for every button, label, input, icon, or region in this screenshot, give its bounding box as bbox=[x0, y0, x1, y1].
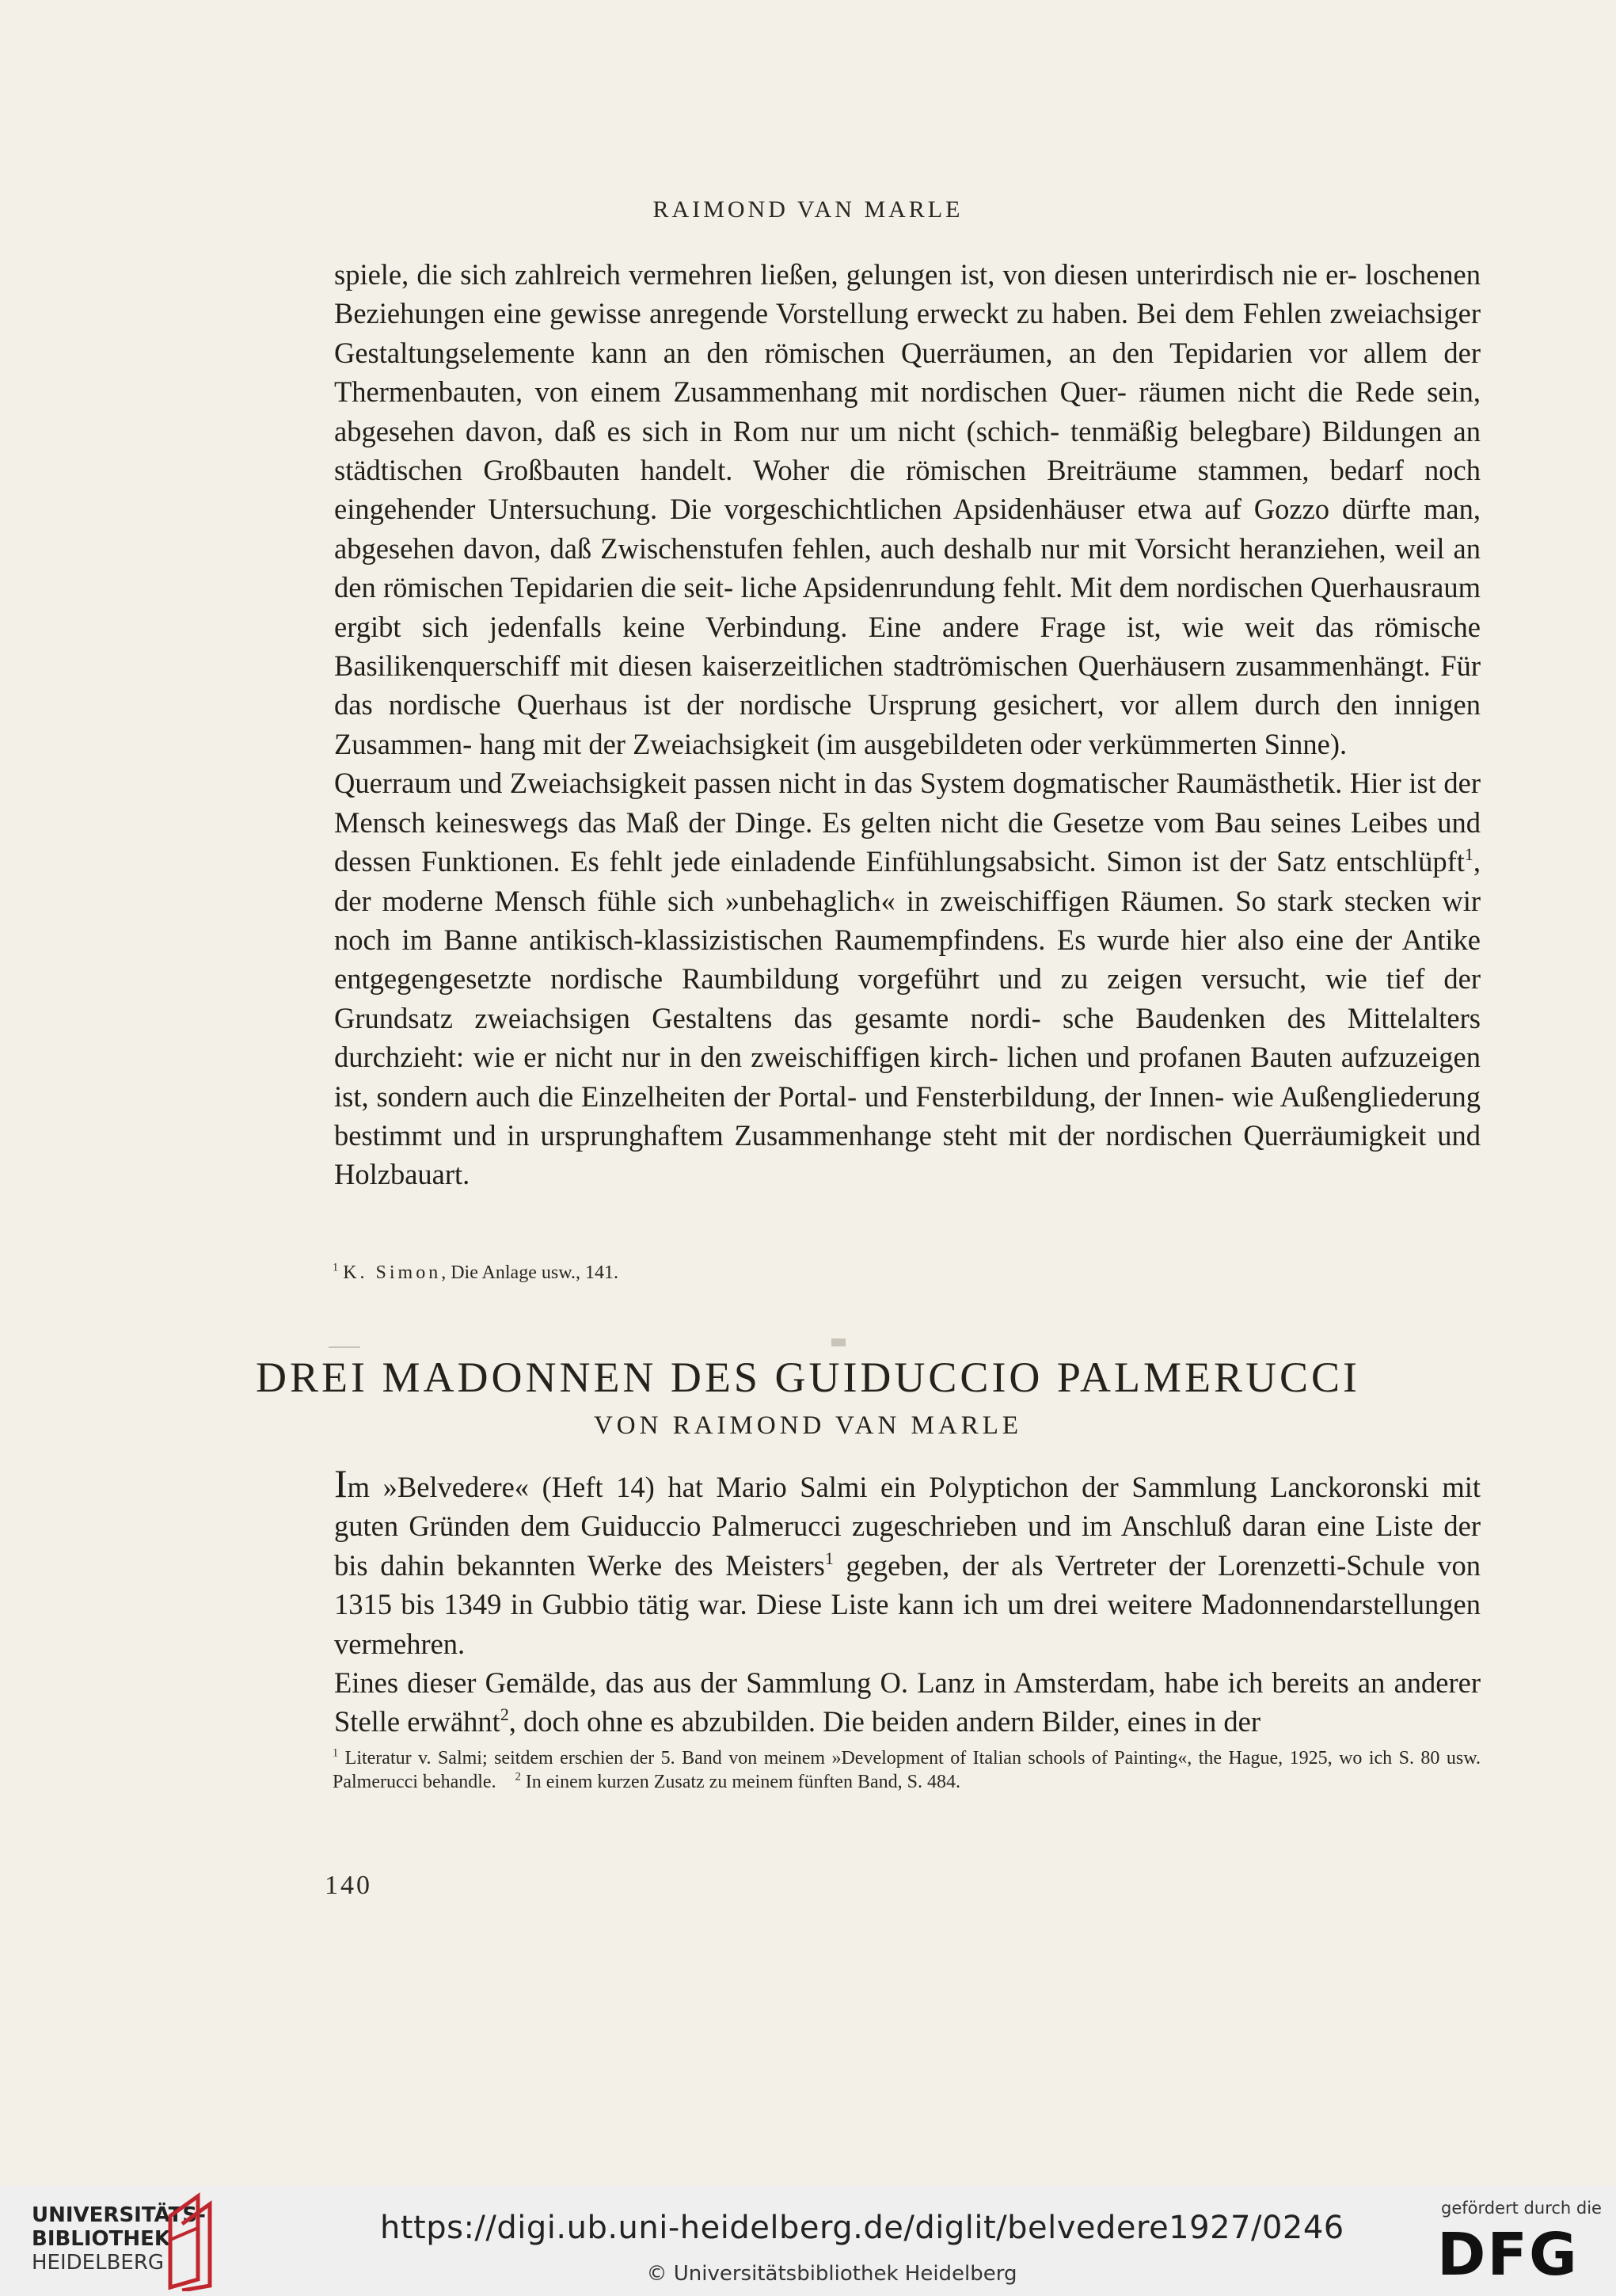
copyright-notice: © Universitätsbibliothek Heidelberg bbox=[646, 2262, 1017, 2286]
footer-bar bbox=[0, 2186, 1616, 2296]
library-name: UNIVERSITÄTS- BIBLIOTHEK HEIDELBERG bbox=[32, 2203, 206, 2275]
running-head: RAIMOND VAN MARLE bbox=[652, 196, 964, 223]
footnote-ref: 1 bbox=[1464, 843, 1473, 864]
paragraph: Querraum und Zweiachsigkeit passen nicht in das System dogmatischer Raumästhetik. Hier ist der Mensch keineswegs das Maß der Dinge. Es gelten nicht die Gesetze vom Bau seines Leibes und dessen Funktionen. Es fehlt jede einladende Einfühlungsabsicht. Simon ist der Satz entschlüpft$^1$, der moderne Mensch fühle sich »unbehaglich« in zweischiffigen Räumen. So stark stecken wir noch im Banne antikisch-klassizistischen Raumempfindens. Es wurde hier also eine der Antike entgegengesetzte nordische Raumbildung vorgeführt und zu zeigen versucht, wie tief der Grundsatz zweiachsigen Gestaltens das gesamte nordi- sche Baudenken des Mittelalters durchzieht: wie er nicht nur in den zweischiffigen kirch- lichen und profanen Bauten aufzuzeigen ist, sondern auch die Einzelheiten der Portal- und Fensterbildung, der Innen- wie Außengliederung bestimmt und in ursprunghaftem Zusammenhange steht mit der nordischen Querräumigkeit und Holzbauart. bbox=[334, 767, 1481, 1191]
footnote-ref: 1 bbox=[824, 1548, 834, 1568]
footnotes-article: $^1$ Literatur v. Salmi; seitdem erschien der 5. Band von meinem »Development of Italian schools of Painting«, the Hague, 1925, wo ich S. 80 usw. Palmerucci behandle. $^2$ In einem kurzen Zusatz zu meinem fünften Band, S. 484. bbox=[333, 1746, 1481, 1792]
permalink-url[interactable]: https://digi.ub.uni-heidelberg.de/diglit/belvedere1927/0246 bbox=[380, 2210, 1344, 2246]
drop-cap: I bbox=[334, 1461, 348, 1506]
paragraph: Eines dieser Gemälde, das aus der Sammlung O. Lanz in Amsterdam, habe ich bereits an anderer Stelle erwähnt$^2$, doch ohne es abzubilden. Die beiden andern Bilder, eines in der bbox=[334, 1666, 1481, 1738]
svg-text:DFG: DFG bbox=[1437, 2226, 1579, 2281]
paragraph: spiele, die sich zahlreich vermehren ließen, gelungen ist, von diesen unterirdisch nie er- loschenen Beziehungen eine gewisse anregende Vorstellung erweckt zu haben. Bei dem Fehlen zweiachsiger Gestaltungselemente kann an den römischen Querräumen, an den Tepidarien vor allem der Thermenbauten, von einem Zusammenhang mit nordischen Quer- räumen nicht die Rede sein, abgesehen davon, daß es sich in Rom nur um nicht (schich- tenmäßig belegbare) Bildungen an städtischen Großbauten handelt. Woher die römischen Breiträume stammen, bedarf noch eingehender Untersuchung. Die vorgeschichtlichen Apsidenhäuser etwa auf Gozzo dürfte man, abgesehen davon, daß Zwischenstufen fehlen, auch deshalb nur mit Vorsicht heranziehen, weil an den römischen Tepidarien die seit- liche Apsidenrundung fehlt. Mit dem nordischen Querhausraum ergibt sich jedenfalls keine Verbindung. Eine andere Frage ist, wie weit das römische Basilikenquerschiff mit diesen kaiserzeitlichen stadtrömischen Querhäusern zusammenhängt. Für das nordische Querhaus ist der nordische Ursprung gesichert, vor allem durch den innigen Zusammen- hang mit der Zweiachsigkeit (im ausgebildeten oder verkümmerten Sinne). bbox=[334, 258, 1481, 760]
paragraph: Im »Belvedere« (Heft 14) hat Mario Salmi ein Polyptichon der Sammlung Lanckoronski mit guten Gründen dem Guiduccio Palmerucci zugeschrieben und im Anschluß daran eine Liste der bis dahin bekannten Werke des Meisters$^1$ gegeben, der als Vertreter der Lorenzetti-Schule von 1315 bis 1349 in Gubbio tätig war. Diese Liste kann ich um drei weitere Madonnendarstellungen vermehren. bbox=[334, 1461, 1481, 1660]
article-byline: VON RAIMOND VAN MARLE bbox=[593, 1411, 1023, 1440]
article-title: DREI MADONNEN DES GUIDUCCIO PALMERUCCI bbox=[255, 1354, 1361, 1401]
body-text-section-1 bbox=[334, 255, 1481, 1194]
footnote: $^1$ K. Simon, Die Anlage usw., 141. bbox=[333, 1261, 618, 1283]
dfg-logo-icon bbox=[1437, 2226, 1595, 2281]
scan-mark bbox=[329, 1346, 360, 1348]
funding-caption: gefördert durch die bbox=[1441, 2199, 1602, 2218]
footnote-ref: 2 bbox=[500, 1704, 509, 1725]
footnote-author: K. Simon bbox=[343, 1262, 442, 1283]
page-number: 140 bbox=[325, 1871, 372, 1900]
body-text-section-2 bbox=[334, 1461, 1481, 1742]
scan-mark bbox=[831, 1338, 846, 1346]
